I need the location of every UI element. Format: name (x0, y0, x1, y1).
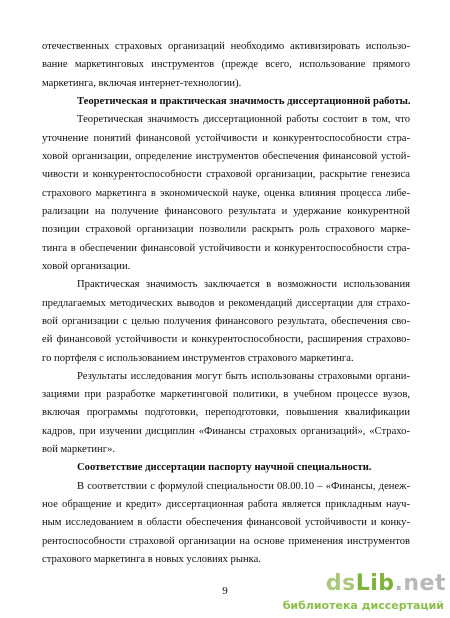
text-line: рализации на получение финансового результата и удержание конкурентной (42, 205, 410, 217)
text-line: чивости и конкурентоспособности страховой организации, раскрытие генезиса (42, 169, 410, 181)
text-line: маркетинга, включая интернет-технологии). (42, 77, 242, 89)
text-line: Практическая значимость заключается в возможности использования (77, 279, 410, 291)
text-line: уточнение понятий финансовой устойчивости и конкурентоспособности стра- (42, 132, 410, 144)
text-line: вой маркетинг». (42, 444, 116, 456)
text-line: ховой организации, определение инструментов обеспечения финансовой устой- (42, 150, 410, 162)
text-line: В соответствии с формулой специальности 08.00.10 – «Финансы, денеж- (77, 480, 410, 492)
watermark-subtitle: библиотека диссертаций (282, 599, 444, 612)
text-line: ное обращение и кредит» диссертационная работа является прикладным науч- (42, 499, 410, 510)
text-line: вой организации с целью получения финансового результата, обеспечения сво- (42, 315, 410, 327)
watermark-logo-ds: ds (325, 571, 356, 596)
watermark (282, 571, 446, 615)
watermark-logo (326, 571, 446, 596)
watermark-logo-lib: Lib (355, 571, 395, 596)
text-line: отечественных страховых организаций необходимо активизировать использо- (42, 41, 410, 52)
text-line: го портфеля с использованием инструментов страхового маркетинга. (42, 352, 354, 364)
text-line: кадров, при изучении дисциплин «Финансы страховых организаций», «Страхо- (42, 425, 410, 437)
text-line: ховой организации. (42, 260, 131, 272)
watermark-logo-net: .net (394, 571, 446, 596)
text-line: тинга в обеспечении финансовой устойчивости и конкурентоспособности стра- (42, 242, 410, 254)
text-line: страхового маркетинга в новых условиях рынка. (42, 554, 261, 565)
text-line: ей финансовой устойчивости и конкурентоспособности, расширения страхово- (42, 334, 410, 346)
page-number: 9 (222, 585, 228, 597)
text-line: Теоретическая значимость диссертационной работы состоит в том, что (77, 114, 410, 126)
text-line: вание маркетинговых инструментов (прежде всего, использование прямого (42, 59, 410, 71)
text-line: позиции страховой организации позволили раскрыть роль страхового марке- (42, 224, 410, 236)
text-line: предлагаемых методических выводов и рекомендаций диссертации для страхо- (42, 297, 410, 309)
text-line: страхового маркетинга в экономической науке, оценка влияния процесса либе- (42, 187, 410, 199)
text-line: включая программы подготовки, переподготовки, повышения квалификации (42, 407, 410, 419)
section-heading: Соответствие диссертации паспорту научной специальности. (77, 462, 372, 474)
text-line: рентоспособности страховой организации на основе применения инструментов (42, 535, 410, 547)
section-heading: Теоретическая и практическая значимость диссертационной работы. (77, 96, 411, 107)
text-line: ным исследованием в области обеспечения финансовой устойчивости и конку- (42, 517, 410, 529)
text-line: Результаты исследования могут быть использованы страховыми органи- (77, 370, 410, 382)
text-line: зациями при разработке маркетинговой политики, в учебном процессе вузов, (42, 389, 410, 401)
